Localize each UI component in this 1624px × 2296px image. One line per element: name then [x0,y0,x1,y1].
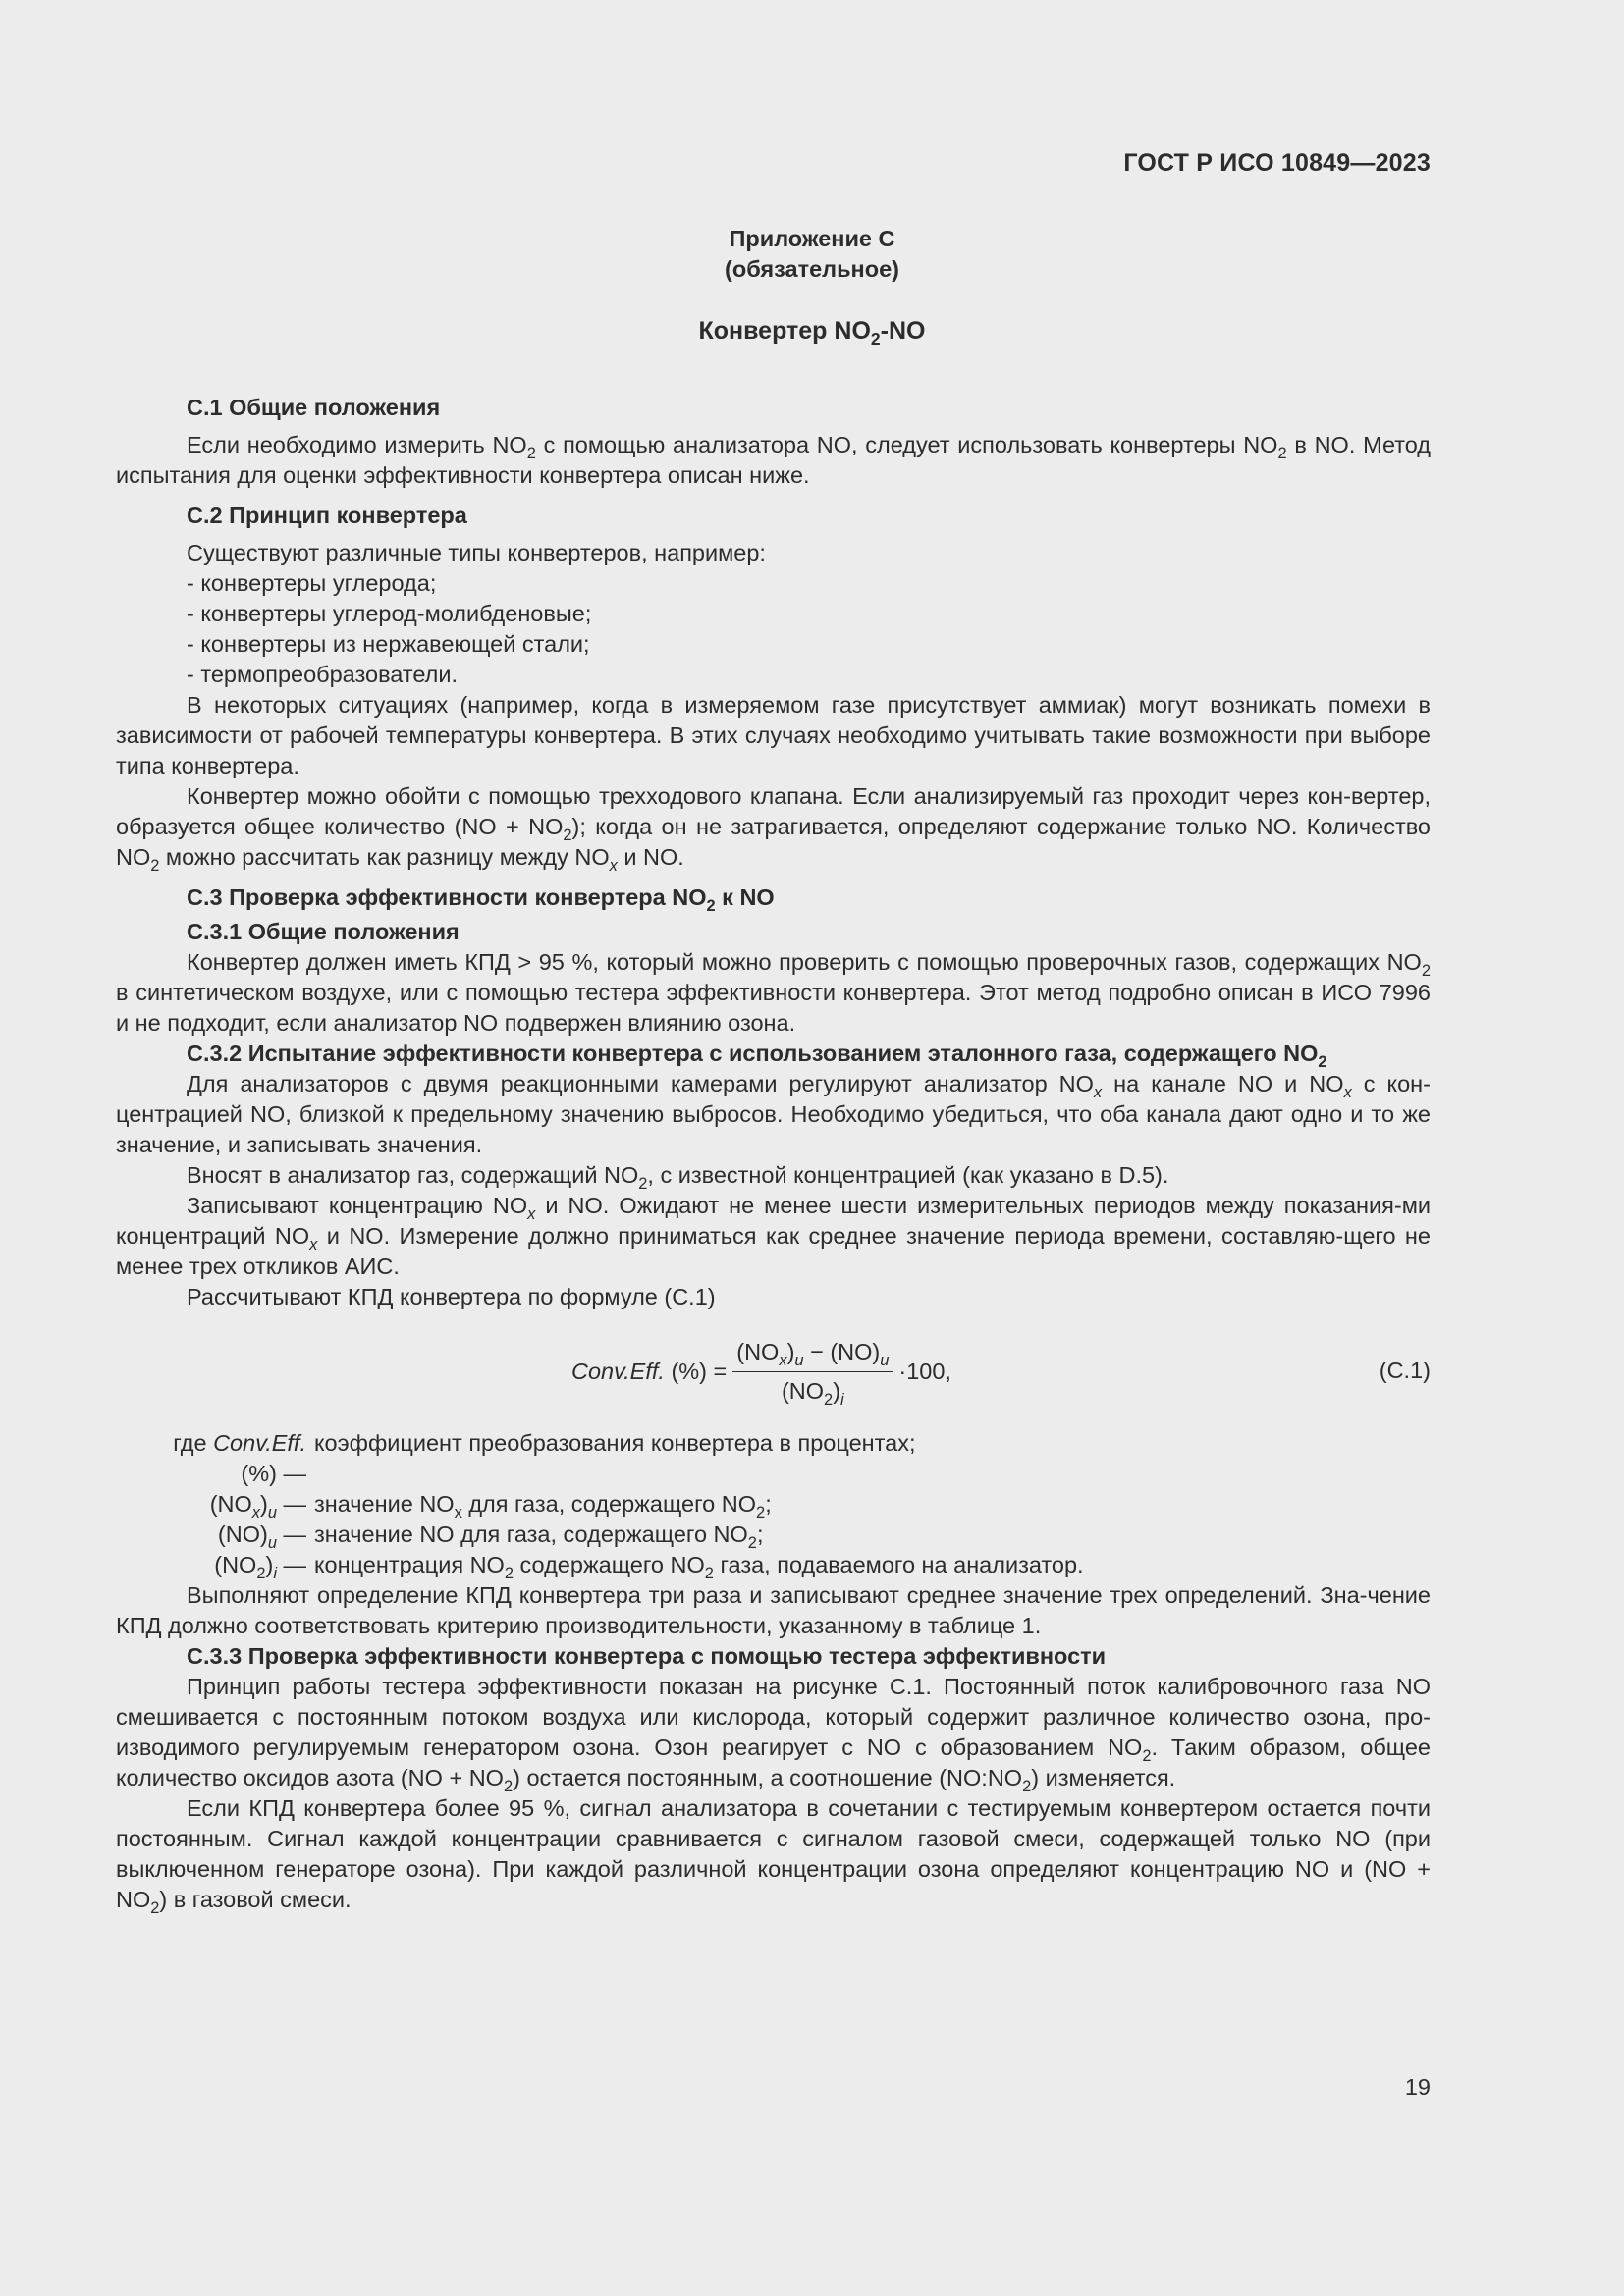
annex-heading: Конвертер $NO_2-NO$ [698,317,926,349]
legend-text: значение $NO_x$ для газа, содержащего $NO_2$; [314,1491,772,1522]
formula-legend [116,1428,1431,1580]
section-c32-paragraph: Записывают концентрацию $NO_x$ и NO. Ожидают не менее шести измерительных периодов между показания-ми концентраций $NO_x$ и NO. Измерение должно приниматься как среднее значение периода времени, составляю-щего не менее трех откликов АИС. [116,1193,1431,1279]
formula-c1 [116,1326,1431,1416]
section-c1-paragraph: Если необходимо измерить $NO_2$ с помощью анализатора NO, следует использовать конвертеры $NO_2$ в NO. Метод испытания для оценки эффективности конвертера описан ниже. [116,432,1431,488]
section-c33-paragraph: Если КПД конвертера более 95 %, сигнал анализатора в сочетании с тестируемым конвертером остается почти постоянным. Сигнал каждой концентрации сравнивается с сигналом газовой смеси, содержащей только NO (при выключенном генераторе озона). При каждой различной концентрации озона определяют концентрацию NO и $(NO + NO_2)$ в газовой смеси. [116,1795,1431,1917]
list-item: - конвертеры углерода; [187,570,437,596]
section-c32-paragraph: Рассчитывают КПД конвертера по формуле (С.1) [187,1284,716,1309]
annex-status: (обязательное) [725,256,899,282]
formula-fraction [732,1337,893,1407]
formula-denominator: $(NO_2)_i$ [781,1377,844,1409]
legend-text: коэффициент преобразования конвертера в процентах; [314,1430,916,1456]
section-c2-paragraph: Конвертер можно обойти с помощью трехходового клапана. Если анализируемый газ проходит через кон-вертер, образуется общее количество $(NO + NO_2)$; когда он не затрагивается, определяют содержание только NO. Количество $NO_2$ можно рассчитать как разницу между $NO_x$ и NO. [116,783,1431,875]
section-c32-heading: С.3.2 Испытание эффективности конвертера с использованием эталонного газа, содержащего $NO_2$ [187,1041,1327,1071]
section-c32-paragraph: Выполняют определение КПД конвертера три раза и записывают среднее значение трех определений. Зна-чение КПД должно соответствовать критерию производительности, указанному в таблице 1. [116,1582,1431,1638]
legend-text: концентрация $NO_2$ содержащего $NO_2$ газа, подаваемого на анализатор. [314,1552,1084,1582]
section-c32-paragraph: Вносят в анализатор газ, содержащий $NO_2$, с известной концентрацией (как указано в D.5). [187,1162,1169,1193]
legend-label: где Conv.Eff. (%) — [173,1430,306,1486]
legend-label: $(NO_2)_i$ — [214,1552,306,1582]
section-c1-heading: С.1 Общие положения [187,395,441,420]
formula-expression: Conv.Eff. (%) = $\frac{(NO_x)_u - (NO)_u}{(NO_2)_i}$ ·100, [571,1338,951,1409]
annex-title: Приложение С [729,226,895,251]
document-body [116,393,1431,1915]
standard-header: ГОСТ Р ИСО 10849—2023 [1123,149,1431,177]
legend-label: $(NO_x)_u$ — [209,1491,306,1522]
list-item: - конвертеры из нержавеющей стали; [187,631,590,657]
section-c33-paragraph: Принцип работы тестера эффективности показан на рисунке С.1. Постоянный поток калибровочного газа NO смешивается с постоянным потоком воздуха или кислорода, который содержит различное количество озона, про-изводимого регулируемым генератором озона. Озон реагирует с NO с образованием $NO_2$. Таким образом, общее количество оксидов азота $(NO + NO_2)$ остается постоянным, а соотношение $(NO:NO_2)$ изменяется. [116,1674,1431,1795]
formula-number: (С.1) [1379,1358,1431,1383]
section-c2-heading: С.2 Принцип конвертера [187,503,467,528]
section-c2-paragraph: В некоторых ситуациях (например, когда в измеряемом газе присутствует аммиак) могут возникать помехи в зависимости от рабочей температуры конвертера. В этих случаях необходимо учитывать такие возможности при выборе типа конвертера. [116,692,1431,778]
section-c33-heading: С.3.3 Проверка эффективности конвертера с помощью тестера эффективности [187,1643,1107,1669]
section-c2-intro: Существуют различные типы конвертеров, например: [187,540,766,565]
list-item: - термопреобразователи. [187,662,458,687]
section-c32-paragraph: Для анализаторов с двумя реакционными камерами регулируют анализатор $NO_x$ на канале NO и $NO_x$ с кон-центрацией NO, близкой к предельному значению выбросов. Необходимо убедиться, что оба канала дают одно и то же значение, и записывать значения. [116,1071,1431,1157]
list-item: - конвертеры углерод-молибденовые; [187,601,592,626]
page-number: 19 [1404,2074,1431,2100]
section-c3-heading: С.3 Проверка эффективности конвертера $NO_2$ к NO [187,884,775,915]
section-c31-heading: С.3.1 Общие положения [187,919,460,944]
formula-numerator: $(NO_x)_u - (NO)_u$ [732,1337,893,1372]
legend-text: значение NO для газа, содержащего $NO_2$; [314,1522,764,1552]
section-c31-paragraph: Конвертер должен иметь КПД > 95 %, который можно проверить с помощью проверочных газов, содержащих $NO_2$ в синтетическом воздухе, или с помощью тестера эффективности конвертера. Этот метод подробно описан в ИСО 7996 и не подходит, если анализатор NO подвержен влиянию озона. [116,949,1431,1036]
legend-label: $(NO)_u$ — [217,1522,306,1552]
